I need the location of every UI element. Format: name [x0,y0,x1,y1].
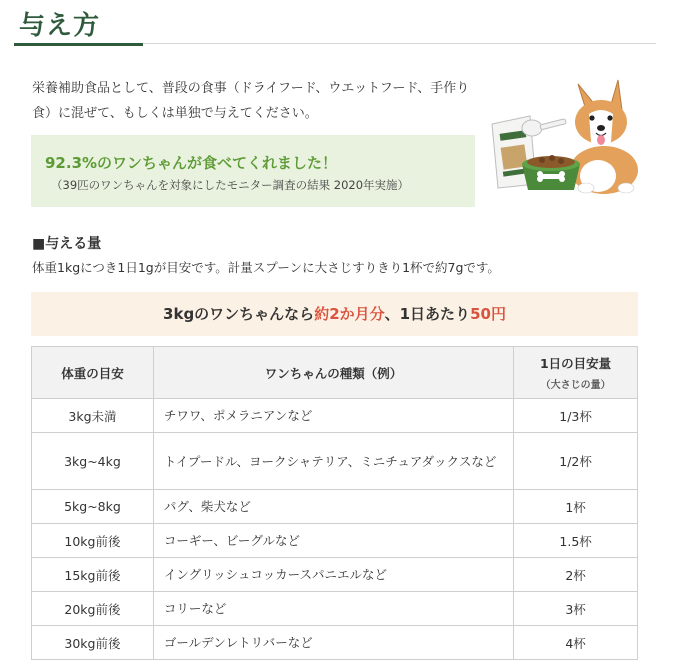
weight-cell: 30kg前後 [32,626,154,660]
table-row [32,399,638,433]
highlight-price: 50円 [470,305,506,323]
breed-cell: チワワ、ポメラニアンなど [153,399,513,433]
breed-cell: トイプードル、ヨークシャテリア、ミニチュアダックスなど [153,433,513,490]
weight-cell: 10kg前後 [32,524,154,558]
monitor-result-box [31,135,475,207]
amount-heading: ■与える量 [32,236,102,252]
weight-cell: 3kg~4kg [32,433,154,490]
table-row [32,524,638,558]
weight-cell: 3kg未満 [32,399,154,433]
corgi-figure [570,80,638,194]
weight-cell: 15kg前後 [32,558,154,592]
corgi-icon [486,66,646,200]
food-bowl-icon [522,155,580,190]
section-title: 与え方 [19,11,101,41]
header-daily-label: 1日の目安量 [539,356,612,371]
measuring-spoon-icon [522,119,566,136]
amount-cell: 1.5杯 [514,524,638,558]
monitor-note: （39匹のワンちゃんを対象にしたモニター調査の結果 2020年実施） [51,178,410,192]
amount-description: 体重1kgにつき1日1gが目安です。計量スプーンに大さじすりきり1杯で約7gです。 [32,260,500,275]
header-weight: 体重の目安 [32,347,154,399]
header-breed: ワンちゃんの種類（例） [153,347,513,399]
table-row [32,592,638,626]
amount-cell: 1/2杯 [514,433,638,490]
table-row [32,626,638,660]
amount-cell: 1/3杯 [514,399,638,433]
breed-cell: ゴールデンレトリバーなど [153,626,513,660]
section-header [0,0,656,46]
highlight-period: 約2か月分 [314,305,385,323]
title-underline-accent [14,43,143,46]
header-daily-amount [514,347,638,399]
cost-highlight-banner [31,292,638,336]
amount-cell: 1杯 [514,490,638,524]
table-header-row [32,347,638,399]
table-row [32,490,638,524]
corgi-illustration [486,66,646,200]
intro-text: 栄養補助食品として、普段の食事（ドライフード、ウエットフード、手作り食）に混ぜて、もしくは単独で与えてください。 [32,81,470,121]
weight-cell: 5kg~8kg [32,490,154,524]
header-daily-sublabel: （大さじの量） [540,380,611,391]
weight-cell: 20kg前後 [32,592,154,626]
amount-cell: 2杯 [514,558,638,592]
breed-cell: イングリッシュコッカースパニエルなど [153,558,513,592]
highlight-prefix: 3kgのワンちゃんなら [163,305,315,323]
highlight-middle: 、1日あたり [384,305,471,323]
table-row [32,433,638,490]
feeding-amount-table [31,346,638,660]
breed-cell: パグ、柴犬など [153,490,513,524]
breed-cell: コリーなど [153,592,513,626]
amount-cell: 3杯 [514,592,638,626]
monitor-headline: 92.3%のワンちゃんが食べてくれました！ [45,154,338,172]
table-row [32,558,638,592]
breed-cell: コーギー、ビーグルなど [153,524,513,558]
amount-cell: 4杯 [514,626,638,660]
